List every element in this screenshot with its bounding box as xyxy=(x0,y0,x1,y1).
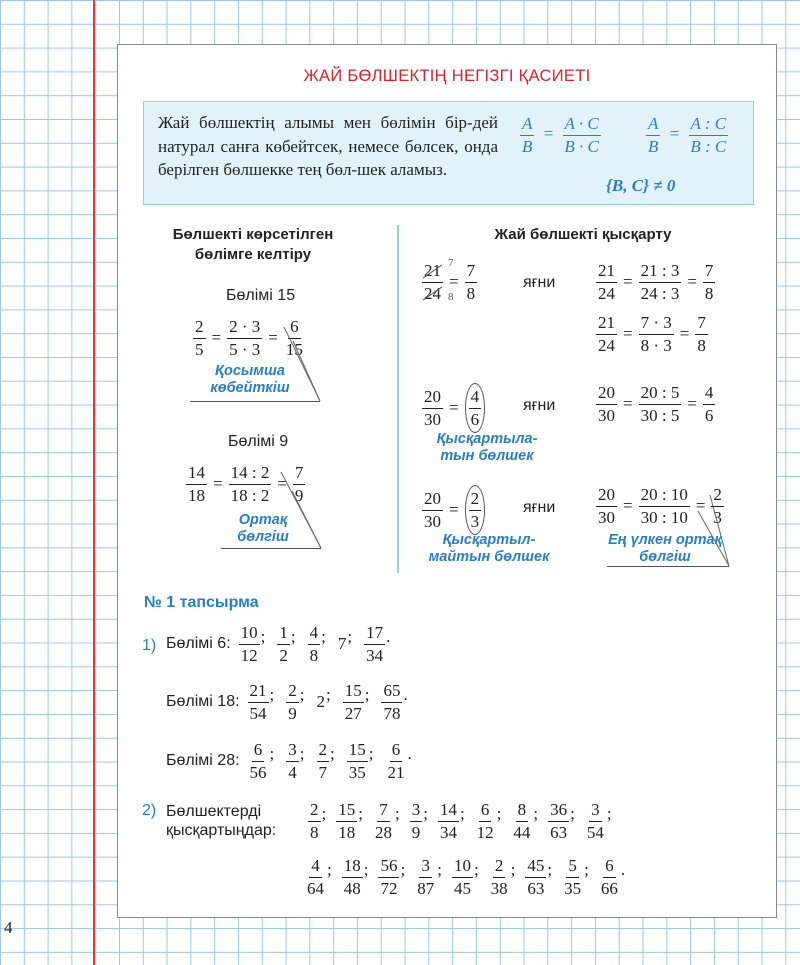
separator: ; xyxy=(584,860,589,880)
task-fraction xyxy=(438,800,459,842)
fraction-numerator: 3 xyxy=(410,800,423,822)
task-fraction xyxy=(562,856,583,898)
fraction-denominator: 12 xyxy=(476,822,494,842)
task-fraction xyxy=(308,623,321,665)
separator: ; xyxy=(347,627,353,647)
separator: ; xyxy=(400,860,406,880)
fraction-denominator: 12 xyxy=(240,645,258,665)
margin-line xyxy=(93,0,95,965)
fraction-numerator: 5 xyxy=(566,856,579,878)
fraction-denominator: 27 xyxy=(344,703,362,723)
reduce1-small-num: 7 xyxy=(448,257,454,269)
separator: ; xyxy=(394,804,400,824)
task-part2-row xyxy=(308,800,622,842)
formula-multiply: $\frac{A}{B}$ = $\frac{A \cdot C}{B \cdot C}$ xyxy=(522,114,599,156)
separator: ; xyxy=(321,804,327,824)
separator: ; xyxy=(364,685,370,705)
separator: ; xyxy=(269,744,275,764)
task-fraction xyxy=(452,856,473,898)
task-fraction xyxy=(248,681,269,723)
fraction-numerator: 14 xyxy=(438,800,459,822)
gcd-underline xyxy=(607,566,729,567)
separator: . xyxy=(620,860,626,880)
row-label: Бөлімі 18: xyxy=(166,693,240,711)
fraction-denominator: 54 xyxy=(249,703,267,723)
task-fraction xyxy=(385,740,406,782)
separator: ; xyxy=(368,744,374,764)
fraction-denominator: 8 xyxy=(310,822,319,842)
reduce3-equation: $\frac{20}{30}$ = $\frac{2}{3}$ xyxy=(422,485,485,535)
fraction-numerator: 6 xyxy=(252,740,265,762)
task-part1-row xyxy=(166,681,420,723)
fraction-denominator: 9 xyxy=(288,703,297,723)
fraction-denominator: 34 xyxy=(366,645,384,665)
separator: ; xyxy=(363,860,369,880)
ex1-equation: $\frac{2}{5}$ = $\frac{2 \cdot 3}{5 \cdot 3}$ = $\frac{6}{15}$ xyxy=(195,317,303,359)
task-fraction xyxy=(347,740,368,782)
separator: ; xyxy=(423,804,428,824)
ex1-caption: Бөлімі 15 xyxy=(226,287,296,304)
fraction-denominator: 72 xyxy=(380,878,398,898)
fraction-numerator: 2 xyxy=(317,740,330,762)
task-part2-row xyxy=(305,856,635,898)
fraction-denominator: 34 xyxy=(439,822,457,842)
reduce1-equation: $\frac{21}{24}$ = $\frac{7}{8}$ xyxy=(424,261,476,303)
separator: . xyxy=(407,744,412,764)
row-label: Бөлімі 28: xyxy=(166,752,240,770)
fraction-denominator: 4 xyxy=(288,762,297,782)
fraction-denominator: 2 xyxy=(279,645,288,665)
task-fraction xyxy=(317,740,330,782)
task-part1-row xyxy=(166,623,402,665)
task-fraction xyxy=(248,740,269,782)
whole-number: 2 xyxy=(316,692,325,712)
task-fraction xyxy=(475,800,496,842)
content-card xyxy=(117,44,777,918)
row-label: Бөлімі 6: xyxy=(166,635,231,653)
task-fraction xyxy=(525,856,546,898)
task-fraction xyxy=(585,800,606,842)
separator: ; xyxy=(473,860,479,880)
separator: ; xyxy=(269,685,275,705)
fraction-numerator: 3 xyxy=(286,740,299,762)
ex1-label: Қосымша көбейткіш xyxy=(210,363,290,396)
separator: ; xyxy=(290,627,296,647)
separator: . xyxy=(386,627,391,647)
task-fraction xyxy=(415,856,436,898)
fraction-numerator: 6 xyxy=(479,800,492,822)
fraction-denominator: 35 xyxy=(348,762,366,782)
fraction-denominator: 45 xyxy=(453,878,471,898)
task-part2-label: Бөлшектерді қысқартыңдар: xyxy=(166,803,277,839)
task-fraction xyxy=(364,623,385,665)
fraction-denominator: 63 xyxy=(527,878,545,898)
task-fraction xyxy=(548,800,569,842)
separator: ; xyxy=(358,804,363,824)
fraction-numerator: 6 xyxy=(603,856,616,878)
separator: ; xyxy=(533,804,539,824)
gcd-label: Ең үлкен ортақ бөлгіш xyxy=(608,532,722,565)
separator: ; xyxy=(496,804,502,824)
fraction-denominator: 9 xyxy=(411,822,421,842)
task-fraction xyxy=(343,681,364,723)
task-fraction xyxy=(277,623,290,665)
fraction-denominator: 87 xyxy=(417,878,435,898)
formula-divide: $\frac{A}{B}$ = $\frac{A : C}{B : C}$ xyxy=(648,114,727,156)
fraction-denominator: 8 xyxy=(309,645,319,665)
fraction-numerator: 7 xyxy=(377,800,390,822)
fraction-numerator: 15 xyxy=(347,740,368,762)
separator: ; xyxy=(299,744,305,764)
fraction-denominator: 44 xyxy=(513,822,531,842)
fraction-denominator: 54 xyxy=(586,822,604,842)
task-part1-row xyxy=(166,740,424,782)
fraction-numerator: 65 xyxy=(381,681,402,703)
fraction-numerator: 10 xyxy=(452,856,473,878)
fraction-numerator: 56 xyxy=(378,856,399,878)
word-that-is-2: яғни xyxy=(523,397,556,414)
separator: ; xyxy=(547,860,553,880)
task-fraction xyxy=(305,856,326,898)
task-fraction xyxy=(410,800,423,842)
task-fraction xyxy=(378,856,399,898)
reduce2-equation: $\frac{20}{30}$ = $\frac{4}{6}$ xyxy=(422,383,485,433)
task-title: № 1 тапсырма xyxy=(144,594,259,611)
ex2-caption: Бөлімі 9 xyxy=(228,433,289,450)
rule-text: Жай бөлшектің алымы мен бөлімін бір-дей натурал санға көбейтсек, немесе бөлсек, онда берілген бөлшекке тең бөл-шек аламыз. xyxy=(158,113,498,179)
fraction-numerator: 2 xyxy=(286,681,299,703)
fraction-numerator: 8 xyxy=(516,800,529,822)
column-separator xyxy=(397,225,399,573)
fraction-numerator: 2 xyxy=(493,856,506,878)
task-fraction xyxy=(381,681,402,723)
task-fraction xyxy=(511,800,532,842)
fraction-numerator: 4 xyxy=(308,623,321,645)
fraction-denominator: 64 xyxy=(307,878,324,898)
task-fraction xyxy=(342,856,363,898)
fraction-denominator: 7 xyxy=(318,762,327,782)
separator: ; xyxy=(570,804,575,824)
task-fraction xyxy=(599,856,620,898)
separator: ; xyxy=(459,804,465,824)
separator: ; xyxy=(299,685,305,705)
whole-number: 7 xyxy=(337,634,347,654)
fraction-numerator: 3 xyxy=(419,856,432,878)
fraction-numerator: 17 xyxy=(364,623,385,645)
separator: . xyxy=(403,685,408,705)
task-part1-number: 1) xyxy=(142,637,157,654)
fraction-numerator: 15 xyxy=(336,800,357,822)
left-heading: Бөлшекті көрсетілген бөлімге келтіру xyxy=(172,226,334,263)
separator: ; xyxy=(330,744,335,764)
reduce1-small-den: 8 xyxy=(448,291,454,303)
reducible-label: Қысқартыла-тын бөлшек xyxy=(436,431,538,464)
fraction-denominator: 63 xyxy=(550,822,568,842)
word-that-is-3: яғни xyxy=(523,499,556,516)
separator: ; xyxy=(327,860,332,880)
fraction-numerator: 6 xyxy=(390,740,403,762)
fraction-numerator: 18 xyxy=(342,856,363,878)
fraction-denominator: 18 xyxy=(338,822,356,842)
page-title: ЖАЙ БӨЛШЕКТІҢ НЕГІЗГІ ҚАСИЕТІ xyxy=(303,67,591,85)
fraction-denominator: 21 xyxy=(387,762,405,782)
right-heading: Жай бөлшекті қысқарту xyxy=(494,226,672,243)
fraction-numerator: 2 xyxy=(308,800,321,822)
task-fraction xyxy=(489,856,510,898)
fraction-numerator: 4 xyxy=(309,856,322,878)
fraction-numerator: 36 xyxy=(548,800,569,822)
separator: ; xyxy=(260,627,266,647)
fraction-numerator: 45 xyxy=(525,856,546,878)
separator: ; xyxy=(321,627,326,647)
formula-condition: {B, C} ≠ 0 xyxy=(606,176,676,195)
separator: ; xyxy=(606,804,612,824)
fraction-numerator: 10 xyxy=(239,623,260,645)
fraction-denominator: 56 xyxy=(249,762,267,782)
fraction-numerator: 15 xyxy=(343,681,364,703)
task-fraction xyxy=(286,681,299,723)
ex2-equation: $\frac{14}{18}$ = $\frac{14 : 2}{18 : 2}$ = $\frac{7}{9}$ xyxy=(188,463,304,505)
fraction-denominator: 38 xyxy=(490,878,508,898)
reduce3b-equation: $\frac{20}{30}$ = $\frac{20 : 10}{30 : 10}$ = $\frac{2}{3}$ xyxy=(598,485,722,527)
fraction-denominator: 48 xyxy=(343,878,361,898)
fraction-denominator: 35 xyxy=(564,878,582,898)
fraction-numerator: 1 xyxy=(277,623,290,645)
task-fraction xyxy=(239,623,260,665)
fraction-numerator: 21 xyxy=(248,681,269,703)
fraction-denominator: 66 xyxy=(600,878,618,898)
separator: ; xyxy=(326,685,331,705)
separator: ; xyxy=(437,860,442,880)
task-fraction xyxy=(373,800,394,842)
reduce2b-equation: $\frac{20}{30}$ = $\frac{20 : 5}{30 : 5}$ = $\frac{4}{6}$ xyxy=(598,383,714,425)
task-fraction xyxy=(308,800,321,842)
word-that-is-1: яғни xyxy=(523,274,556,291)
ex2-label: Ортақ бөлгіш xyxy=(237,512,289,545)
reduce1b-equation: $\frac{21}{24}$ = $\frac{21 : 3}{24 : 3}$ = $\frac{7}{8}$ xyxy=(598,261,714,303)
fraction-denominator: 78 xyxy=(383,703,401,723)
irreducible-label: Қысқартыл-майтын бөлшек xyxy=(428,532,550,565)
page-number: 4 xyxy=(4,918,13,937)
fraction-denominator: 28 xyxy=(374,822,392,842)
reduce1c-equation: $\frac{21}{24}$ = $\frac{7 \cdot 3}{8 \cdot 3}$ = $\frac{7}{8}$ xyxy=(598,313,706,355)
task-fraction xyxy=(336,800,357,842)
fraction-numerator: 3 xyxy=(589,800,602,822)
task-part2-number: 2) xyxy=(142,802,157,819)
separator: ; xyxy=(510,860,516,880)
task-fraction xyxy=(286,740,299,782)
